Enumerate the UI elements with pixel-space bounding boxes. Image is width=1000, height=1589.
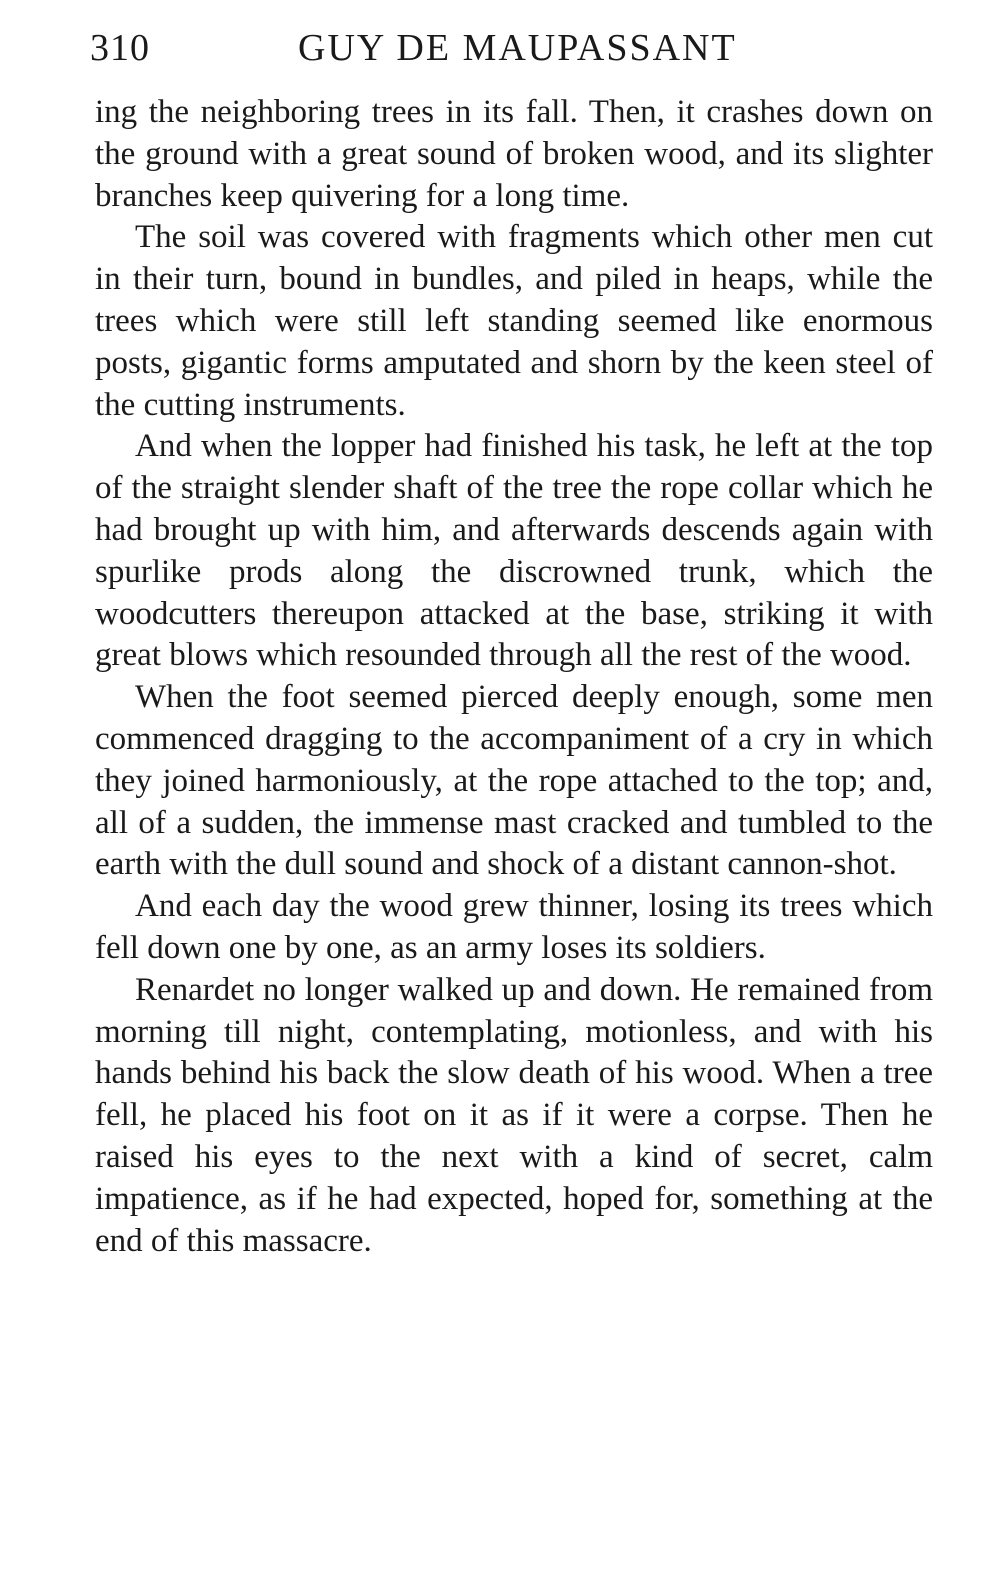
page-number: 310: [90, 27, 150, 69]
paragraph: The soil was covered with fragments which other men cut in their turn, bound in bundles, and piled in heaps, while the trees which were still left standing seemed like enormous posts, gigantic forms amputated and shorn by the keen steel of the cutting instruments.: [95, 219, 933, 423]
paragraph: When the foot seemed pierced deeply enough, some men commenced dragging to the accompaniment of a cry in which they joined harmoniously, at the rope attached to the top; and, all of a sudden, the immense mast cracked and tumbled to the earth with the dull sound and shock of a distant cannon-shot.: [95, 679, 933, 883]
running-head: [90, 18, 935, 74]
paragraph: And when the lopper had finished his task, he left at the top of the straight slender shaft of the tree the rope collar which he had brought up with him, and afterwards descends again with spurlike prods along the discrowned trunk, which the woodcutters thereupon attacked at the base, striking it with great blows which resounded through all the rest of the wood.: [95, 428, 933, 674]
paragraph: And each day the wood grew thinner, losing its trees which fell down one by one, as an army loses its soldiers.: [95, 888, 933, 966]
paragraph-continued: ing the neighboring trees in its fall. Then, it crashes down on the ground with a great sound of broken wood, and its slighter branches keep quivering for a long time.: [95, 94, 933, 214]
body-text: [95, 92, 933, 1262]
running-title: GUY DE MAUPASSANT: [298, 27, 737, 69]
paragraph: Renardet no longer walked up and down. He remained from morning till night, contemplating, motionless, and with his hands behind his back the slow death of his wood. When a tree fell, he placed his foot on it as if it were a corpse. Then he raised his eyes to the next with a kind of secret, calm impatience, as if he had expected, hoped for, something at the end of this massacre.: [95, 971, 933, 1259]
